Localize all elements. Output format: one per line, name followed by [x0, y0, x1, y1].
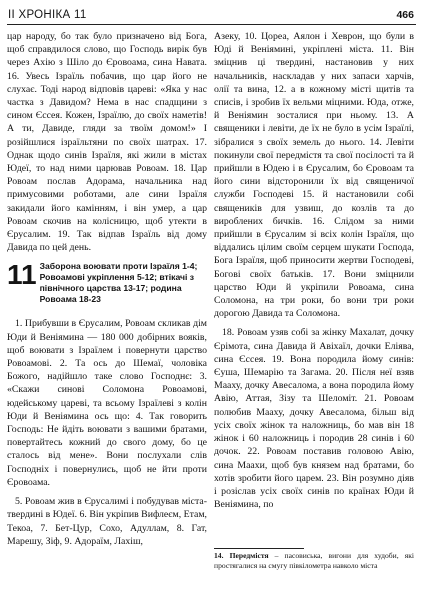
paragraph-10-15-19: цар народу, бо так було призначено від Бога, щоб справдилося слово, що Господь вирік був через Ахію з Шіло до Єровоама, сина Навата. 16. Увесь Ізраїль побачив, що цар його не слухає. Тоді народ відповів цареві: «Яка у нас частка з Давидом? Нема в нас спадщини з сином Єссея. Кожен, Ізраїлю, до своїх наметів! А ти, Давиде, гляди за твоїм домом!» І розійшлися ізраїльтяни по своїх шатрах. 17. Однак щодо синів Ізраїля, які жили в містах Юдеї, то над ними царював Ровоам. 18. Цар Ровоам послав Адорама, начальника над примусовими роботами, але сини Ізраїля закидали його камінням, і він умер, а цар Ровоам скочив на колісницю, щоб утекти в Єрусалим. 19. Так відпав Ізраїль від дому Давида по цей день. [7, 31, 207, 254]
chapter-number: 11 [7, 259, 37, 291]
footnote [214, 551, 414, 570]
page-header [7, 4, 416, 25]
left-column [7, 30, 207, 548]
chapter-heading [7, 261, 207, 305]
paragraph-11-10-17: Азеку, 10. Цореа, Аялон і Хеврон, що були в Юді й Веніямині, укріплені міста. 11. Він зміцнив ці твердині, настановив у них начальників, наскладав у них запаси харчів, олії та вина, 12. а в кожному місті щитів та списів, і зробив їх вельми міцними. Юда, отже, й Веніямин зосталися при ньому. 13. А священики і левіти, де їх не було в усім Ізраїлі, зібралися з своїх земель до нього. 14. Левіти покинули свої передмістя та свої посілості та й прийшли в Юдею і в Єрусалим, бо Єровоам та його сини відсторонили їх від священичої служби Господеві 15. й настановили собі священиків для узвиш, до козлів та до вироблених бичків. 16. Слідом за ними прийшли в Єрусалим зі всіх колін Ізраїля, що віддались цілим своїм серцем шукати Господа, Бога Ізраїля, щоб приносити жертви Господеві, Богові своїх батьків. 17. Вони зміцнили царство Юди й укріпили Ровоама, сина Соломона, на три роки, бо вони три роки дорогою Давида та Соломона. [214, 31, 414, 320]
footnote-text: – пасовиська, вигони для худоби, які простягалися на смугу півкілометра навколо міста [214, 551, 414, 570]
paragraph-11-1-4: 1. Прибувши в Єрусалим, Ровоам скликав дім Юди й Веніямина — 180 000 добірних вояків, щоб воювати з Ізраїлем і повернути царство Ровоамові. 2. Та ось до Шемаї, чоловіка Божого, надійшло таке слово Господнє: 3. «Скажи синові Соломона Ровоамові, юдейському цареві, та всьому Ізраїлеві з колін Юди й Веніямина ось що: 4. Так говорить Господь: Не йдіть воювати з вашими братами, повертайтесь кожний до свого дому, бо це сталось від мене». Вони послухали слів Господніх і повернулись, щоб не йти проти Єровоама. [7, 318, 207, 488]
paragraph-11-18-23: 18. Ровоам узяв собі за жінку Махалат, дочку Єрімота, сина Давида й Авіхаїл, дочки Еліява, сина Єссея. 19. Вона породила йому синів: Єуша, Шемарію та Загама. 20. Після неї взяв Мааху, дочку Авесалома, а вона породила йому Авію, Аттая, Зізу та Шеломіт. 21. Ровоам полюбив Мааху, дочку Авесалома, більш від усіх своїх жінок та наложниць, бо мав він 18 жінок і 60 наложниць і породив 28 синів і 60 дочок. 22. Ровоам поставив головою Авію, сина Маахи, щоб був князем над братами, бо хотів зробити його царем. 23. Він розумно діяв і розіслав усіх своїх синів по країнах Юди й Веніямина, по [214, 327, 414, 511]
right-column [214, 30, 414, 511]
running-head: II ХРОНІКА 11 [8, 9, 87, 21]
footnote-term: 14. Передмістя [214, 551, 269, 560]
page-number: 466 [396, 9, 414, 21]
chapter-summary: Заборона воювати проти Ізраїля 1-4; Ровоамові укріплення 5-12; втікачі з північного царства 13-17; родина Ровоама 18-23 [39, 261, 198, 305]
paragraph-11-5-9: 5. Ровоам жив в Єрусалимі і побудував міста-твердині в Юдеї. 6. Він укріпив Вифлеєм, Етам, Текоа, 7. Бет-Цур, Сохо, Адуллам, 8. Гат, Марешу, Зіф, 9. Адораїм, Лахіш, [7, 496, 207, 547]
footnote-divider [214, 548, 304, 549]
